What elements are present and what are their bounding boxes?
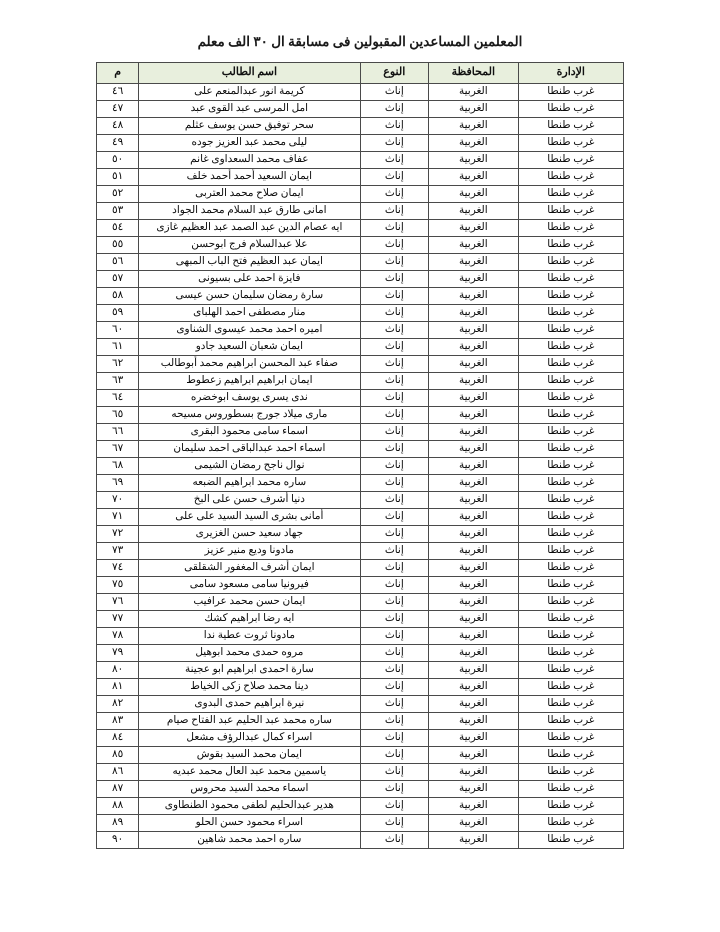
cell-idara: غرب طنطا bbox=[518, 679, 623, 696]
cell-name: دنيا أشرف حسن على البخ bbox=[139, 492, 360, 509]
cell-muhafaza: الغربية bbox=[429, 662, 519, 679]
cell-number: ٥٠ bbox=[97, 152, 139, 169]
cell-name: اسماء احمد عبدالباقى احمد سليمان bbox=[139, 441, 360, 458]
cell-noa: إناث bbox=[360, 832, 429, 849]
cell-name: ليلى محمد عبد العزيز جوده bbox=[139, 135, 360, 152]
cell-muhafaza: الغربية bbox=[429, 645, 519, 662]
cell-muhafaza: الغربية bbox=[429, 696, 519, 713]
table-header-row bbox=[97, 63, 624, 84]
cell-number: ٨٢ bbox=[97, 696, 139, 713]
cell-noa: إناث bbox=[360, 747, 429, 764]
cell-idara: غرب طنطا bbox=[518, 356, 623, 373]
table-row bbox=[97, 747, 624, 764]
cell-noa: إناث bbox=[360, 679, 429, 696]
cell-noa: إناث bbox=[360, 764, 429, 781]
cell-noa: إناث bbox=[360, 84, 429, 101]
column-header-noa: النوع bbox=[360, 63, 429, 84]
cell-muhafaza: الغربية bbox=[429, 322, 519, 339]
cell-name: ايمان محمد السيد بقوش bbox=[139, 747, 360, 764]
cell-name: اسماء سامى محمود البقرى bbox=[139, 424, 360, 441]
column-header-muhafaza: المحافظة bbox=[429, 63, 519, 84]
cell-muhafaza: الغربية bbox=[429, 815, 519, 832]
cell-name: علا عبدالسلام فرج ابوحسن bbox=[139, 237, 360, 254]
table-row bbox=[97, 696, 624, 713]
table-row bbox=[97, 220, 624, 237]
table-row bbox=[97, 322, 624, 339]
table-row bbox=[97, 815, 624, 832]
cell-muhafaza: الغربية bbox=[429, 356, 519, 373]
cell-idara: غرب طنطا bbox=[518, 220, 623, 237]
table-row bbox=[97, 441, 624, 458]
cell-number: ٧٩ bbox=[97, 645, 139, 662]
cell-idara: غرب طنطا bbox=[518, 696, 623, 713]
cell-number: ٥٩ bbox=[97, 305, 139, 322]
cell-idara: غرب طنطا bbox=[518, 832, 623, 849]
cell-number: ٨٨ bbox=[97, 798, 139, 815]
cell-muhafaza: الغربية bbox=[429, 747, 519, 764]
cell-idara: غرب طنطا bbox=[518, 254, 623, 271]
cell-noa: إناث bbox=[360, 815, 429, 832]
table-row bbox=[97, 543, 624, 560]
cell-muhafaza: الغربية bbox=[429, 764, 519, 781]
cell-number: ٦٩ bbox=[97, 475, 139, 492]
table-row bbox=[97, 356, 624, 373]
cell-noa: إناث bbox=[360, 186, 429, 203]
cell-name: ايه رضا ابراهيم كشك bbox=[139, 611, 360, 628]
cell-number: ٦٤ bbox=[97, 390, 139, 407]
cell-idara: غرب طنطا bbox=[518, 169, 623, 186]
cell-name: مارى ميلاد جورج بسطوروس مسيحه bbox=[139, 407, 360, 424]
cell-number: ٥٨ bbox=[97, 288, 139, 305]
cell-name: هدير عبدالحليم لطفى محمود الطنطاوى bbox=[139, 798, 360, 815]
cell-name: فيرونيا سامى مسعود سامى bbox=[139, 577, 360, 594]
cell-number: ٧٢ bbox=[97, 526, 139, 543]
cell-muhafaza: الغربية bbox=[429, 628, 519, 645]
table-row bbox=[97, 781, 624, 798]
table-body bbox=[97, 84, 624, 849]
cell-muhafaza: الغربية bbox=[429, 186, 519, 203]
cell-name: ندى يسرى يوسف ابوخضره bbox=[139, 390, 360, 407]
cell-number: ٥٢ bbox=[97, 186, 139, 203]
cell-name: ايمان السعيد أحمد أحمد خلف bbox=[139, 169, 360, 186]
cell-name: ساره محمد عبد الحليم عبد الفتاح صيام bbox=[139, 713, 360, 730]
cell-muhafaza: الغربية bbox=[429, 424, 519, 441]
cell-noa: إناث bbox=[360, 560, 429, 577]
cell-noa: إناث bbox=[360, 526, 429, 543]
table-row bbox=[97, 832, 624, 849]
cell-idara: غرب طنطا bbox=[518, 458, 623, 475]
cell-number: ٨٧ bbox=[97, 781, 139, 798]
cell-idara: غرب طنطا bbox=[518, 322, 623, 339]
cell-name: اميره احمد محمد عيسوى الشناوى bbox=[139, 322, 360, 339]
cell-number: ٧٤ bbox=[97, 560, 139, 577]
table-row bbox=[97, 339, 624, 356]
cell-noa: إناث bbox=[360, 101, 429, 118]
cell-idara: غرب طنطا bbox=[518, 798, 623, 815]
cell-muhafaza: الغربية bbox=[429, 492, 519, 509]
table-container bbox=[0, 62, 720, 849]
cell-name: فايزة احمد على بسيونى bbox=[139, 271, 360, 288]
table-row bbox=[97, 713, 624, 730]
cell-name: امل المرسى عبد القوى عبد bbox=[139, 101, 360, 118]
cell-number: ٥٧ bbox=[97, 271, 139, 288]
table-row bbox=[97, 373, 624, 390]
cell-muhafaza: الغربية bbox=[429, 220, 519, 237]
cell-noa: إناث bbox=[360, 339, 429, 356]
cell-muhafaza: الغربية bbox=[429, 390, 519, 407]
table-row bbox=[97, 84, 624, 101]
table-row bbox=[97, 679, 624, 696]
cell-idara: غرب طنطا bbox=[518, 781, 623, 798]
cell-name: ساره احمد محمد شاهين bbox=[139, 832, 360, 849]
cell-muhafaza: الغربية bbox=[429, 679, 519, 696]
table-row bbox=[97, 407, 624, 424]
cell-muhafaza: الغربية bbox=[429, 288, 519, 305]
cell-number: ٨٣ bbox=[97, 713, 139, 730]
cell-idara: غرب طنطا bbox=[518, 713, 623, 730]
cell-idara: غرب طنطا bbox=[518, 747, 623, 764]
cell-number: ٥١ bbox=[97, 169, 139, 186]
table-row bbox=[97, 475, 624, 492]
cell-idara: غرب طنطا bbox=[518, 509, 623, 526]
table-row bbox=[97, 645, 624, 662]
cell-muhafaza: الغربية bbox=[429, 730, 519, 747]
cell-muhafaza: الغربية bbox=[429, 305, 519, 322]
cell-idara: غرب طنطا bbox=[518, 305, 623, 322]
cell-idara: غرب طنطا bbox=[518, 611, 623, 628]
cell-noa: إناث bbox=[360, 356, 429, 373]
cell-number: ٧٣ bbox=[97, 543, 139, 560]
cell-muhafaza: الغربية bbox=[429, 407, 519, 424]
table-row bbox=[97, 288, 624, 305]
table-row bbox=[97, 458, 624, 475]
cell-muhafaza: الغربية bbox=[429, 152, 519, 169]
cell-number: ٦١ bbox=[97, 339, 139, 356]
table-row bbox=[97, 305, 624, 322]
cell-number: ٤٩ bbox=[97, 135, 139, 152]
cell-idara: غرب طنطا bbox=[518, 764, 623, 781]
cell-noa: إناث bbox=[360, 135, 429, 152]
table-row bbox=[97, 101, 624, 118]
cell-noa: إناث bbox=[360, 577, 429, 594]
table-row bbox=[97, 203, 624, 220]
cell-noa: إناث bbox=[360, 611, 429, 628]
table-row bbox=[97, 798, 624, 815]
cell-muhafaza: الغربية bbox=[429, 475, 519, 492]
cell-idara: غرب طنطا bbox=[518, 84, 623, 101]
cell-number: ٨١ bbox=[97, 679, 139, 696]
table-row bbox=[97, 577, 624, 594]
cell-name: اسماء محمد السيد محروس bbox=[139, 781, 360, 798]
cell-muhafaza: الغربية bbox=[429, 798, 519, 815]
cell-idara: غرب طنطا bbox=[518, 577, 623, 594]
table-row bbox=[97, 611, 624, 628]
cell-noa: إناث bbox=[360, 373, 429, 390]
cell-muhafaza: الغربية bbox=[429, 577, 519, 594]
cell-muhafaza: الغربية bbox=[429, 781, 519, 798]
cell-number: ٧٨ bbox=[97, 628, 139, 645]
accepted-teachers-table bbox=[96, 62, 624, 849]
cell-muhafaza: الغربية bbox=[429, 594, 519, 611]
cell-idara: غرب طنطا bbox=[518, 815, 623, 832]
cell-number: ٥٤ bbox=[97, 220, 139, 237]
cell-muhafaza: الغربية bbox=[429, 560, 519, 577]
cell-name: منار مصطفى احمد الهلباى bbox=[139, 305, 360, 322]
cell-name: ساره محمد ابراهيم الضبعه bbox=[139, 475, 360, 492]
cell-idara: غرب طنطا bbox=[518, 186, 623, 203]
cell-muhafaza: الغربية bbox=[429, 543, 519, 560]
cell-muhafaza: الغربية bbox=[429, 373, 519, 390]
cell-name: اسراء كمال عبدالرؤف مشعل bbox=[139, 730, 360, 747]
cell-number: ٦٠ bbox=[97, 322, 139, 339]
table-row bbox=[97, 152, 624, 169]
cell-name: ايمان عبد العظيم فتح الباب المبهى bbox=[139, 254, 360, 271]
cell-noa: إناث bbox=[360, 713, 429, 730]
cell-muhafaza: الغربية bbox=[429, 441, 519, 458]
cell-idara: غرب طنطا bbox=[518, 424, 623, 441]
cell-muhafaza: الغربية bbox=[429, 203, 519, 220]
cell-idara: غرب طنطا bbox=[518, 101, 623, 118]
table-row bbox=[97, 424, 624, 441]
cell-noa: إناث bbox=[360, 288, 429, 305]
cell-muhafaza: الغربية bbox=[429, 237, 519, 254]
cell-noa: إناث bbox=[360, 662, 429, 679]
cell-noa: إناث bbox=[360, 424, 429, 441]
cell-noa: إناث bbox=[360, 237, 429, 254]
cell-idara: غرب طنطا bbox=[518, 118, 623, 135]
cell-noa: إناث bbox=[360, 169, 429, 186]
cell-muhafaza: الغربية bbox=[429, 458, 519, 475]
cell-noa: إناث bbox=[360, 798, 429, 815]
cell-muhafaza: الغربية bbox=[429, 339, 519, 356]
cell-number: ٨٩ bbox=[97, 815, 139, 832]
cell-noa: إناث bbox=[360, 254, 429, 271]
cell-name: امانى طارق عبد السلام محمد الجواد bbox=[139, 203, 360, 220]
cell-idara: غرب طنطا bbox=[518, 594, 623, 611]
cell-noa: إناث bbox=[360, 730, 429, 747]
cell-name: ايمان صلاح محمد العتربى bbox=[139, 186, 360, 203]
cell-idara: غرب طنطا bbox=[518, 475, 623, 492]
table-row bbox=[97, 594, 624, 611]
cell-idara: غرب طنطا bbox=[518, 203, 623, 220]
cell-name: كريمة انور عبدالمنعم على bbox=[139, 84, 360, 101]
cell-idara: غرب طنطا bbox=[518, 492, 623, 509]
table-row bbox=[97, 254, 624, 271]
cell-muhafaza: الغربية bbox=[429, 271, 519, 288]
table-row bbox=[97, 169, 624, 186]
table-row bbox=[97, 560, 624, 577]
cell-idara: غرب طنطا bbox=[518, 373, 623, 390]
cell-number: ٥٣ bbox=[97, 203, 139, 220]
cell-noa: إناث bbox=[360, 390, 429, 407]
cell-noa: إناث bbox=[360, 322, 429, 339]
cell-noa: إناث bbox=[360, 543, 429, 560]
cell-idara: غرب طنطا bbox=[518, 339, 623, 356]
cell-name: سحر توفيق حسن يوسف عثلم bbox=[139, 118, 360, 135]
cell-noa: إناث bbox=[360, 645, 429, 662]
table-row bbox=[97, 509, 624, 526]
cell-number: ٨٤ bbox=[97, 730, 139, 747]
cell-name: نوال ناجح رمضان الشيمى bbox=[139, 458, 360, 475]
table-row bbox=[97, 764, 624, 781]
cell-number: ٤٦ bbox=[97, 84, 139, 101]
cell-number: ٩٠ bbox=[97, 832, 139, 849]
cell-idara: غرب طنطا bbox=[518, 441, 623, 458]
cell-idara: غرب طنطا bbox=[518, 730, 623, 747]
cell-muhafaza: الغربية bbox=[429, 169, 519, 186]
cell-number: ٦٥ bbox=[97, 407, 139, 424]
cell-number: ٥٦ bbox=[97, 254, 139, 271]
cell-noa: إناث bbox=[360, 152, 429, 169]
table-row bbox=[97, 118, 624, 135]
cell-number: ٦٦ bbox=[97, 424, 139, 441]
cell-number: ٧٧ bbox=[97, 611, 139, 628]
cell-name: سارة احمدى ابراهيم ابو عجينة bbox=[139, 662, 360, 679]
cell-name: جهاد سعيد حسن الغزيرى bbox=[139, 526, 360, 543]
cell-idara: غرب طنطا bbox=[518, 288, 623, 305]
cell-idara: غرب طنطا bbox=[518, 152, 623, 169]
cell-number: ٨٥ bbox=[97, 747, 139, 764]
cell-name: ايه عصام الدين عبد الصمد عبد العظيم غازى bbox=[139, 220, 360, 237]
cell-number: ٤٧ bbox=[97, 101, 139, 118]
cell-muhafaza: الغربية bbox=[429, 254, 519, 271]
cell-name: ياسمين محمد عبد العال محمد عبديه bbox=[139, 764, 360, 781]
cell-idara: غرب طنطا bbox=[518, 390, 623, 407]
cell-name: نيرة ابراهيم حمدى البدوى bbox=[139, 696, 360, 713]
cell-number: ٨٦ bbox=[97, 764, 139, 781]
cell-muhafaza: الغربية bbox=[429, 118, 519, 135]
cell-name: ايمان أشرف المغفور الشقلقى bbox=[139, 560, 360, 577]
cell-number: ٧٥ bbox=[97, 577, 139, 594]
cell-muhafaza: الغربية bbox=[429, 509, 519, 526]
cell-number: ٦٣ bbox=[97, 373, 139, 390]
cell-muhafaza: الغربية bbox=[429, 135, 519, 152]
cell-muhafaza: الغربية bbox=[429, 832, 519, 849]
cell-noa: إناث bbox=[360, 305, 429, 322]
cell-noa: إناث bbox=[360, 594, 429, 611]
cell-number: ٨٠ bbox=[97, 662, 139, 679]
cell-noa: إناث bbox=[360, 271, 429, 288]
cell-name: ايمان ابراهيم ابراهيم زعطوط bbox=[139, 373, 360, 390]
cell-noa: إناث bbox=[360, 441, 429, 458]
table-row bbox=[97, 186, 624, 203]
cell-idara: غرب طنطا bbox=[518, 645, 623, 662]
cell-number: ٦٢ bbox=[97, 356, 139, 373]
table-row bbox=[97, 390, 624, 407]
cell-idara: غرب طنطا bbox=[518, 543, 623, 560]
cell-muhafaza: الغربية bbox=[429, 526, 519, 543]
table-row bbox=[97, 237, 624, 254]
cell-number: ٤٨ bbox=[97, 118, 139, 135]
cell-number: ٦٧ bbox=[97, 441, 139, 458]
column-header-name: اسم الطالب bbox=[139, 63, 360, 84]
cell-noa: إناث bbox=[360, 696, 429, 713]
cell-idara: غرب طنطا bbox=[518, 662, 623, 679]
cell-noa: إناث bbox=[360, 628, 429, 645]
cell-idara: غرب طنطا bbox=[518, 560, 623, 577]
cell-idara: غرب طنطا bbox=[518, 135, 623, 152]
cell-name: مادونا وديع منير عزيز bbox=[139, 543, 360, 560]
cell-idara: غرب طنطا bbox=[518, 271, 623, 288]
cell-noa: إناث bbox=[360, 203, 429, 220]
cell-name: سارة رمضان سليمان حسن عيسى bbox=[139, 288, 360, 305]
cell-noa: إناث bbox=[360, 475, 429, 492]
table-row bbox=[97, 526, 624, 543]
cell-noa: إناث bbox=[360, 407, 429, 424]
cell-idara: غرب طنطا bbox=[518, 526, 623, 543]
cell-name: دينا محمد صلاح زكى الخياط bbox=[139, 679, 360, 696]
cell-noa: إناث bbox=[360, 492, 429, 509]
table-row bbox=[97, 662, 624, 679]
column-header-idara: الإدارة bbox=[518, 63, 623, 84]
cell-name: أمانى بشرى السيد السيد على على bbox=[139, 509, 360, 526]
cell-muhafaza: الغربية bbox=[429, 101, 519, 118]
cell-idara: غرب طنطا bbox=[518, 628, 623, 645]
cell-name: صفاء عبد المحسن ابراهيم محمد أبوطالب bbox=[139, 356, 360, 373]
cell-idara: غرب طنطا bbox=[518, 407, 623, 424]
cell-noa: إناث bbox=[360, 509, 429, 526]
table-row bbox=[97, 271, 624, 288]
cell-name: ايمان شعبان السعيد جادو bbox=[139, 339, 360, 356]
cell-muhafaza: الغربية bbox=[429, 713, 519, 730]
cell-name: ايمان حسن محمد عرافيب bbox=[139, 594, 360, 611]
cell-number: ٧٦ bbox=[97, 594, 139, 611]
table-header bbox=[97, 63, 624, 84]
column-header-number: م bbox=[97, 63, 139, 84]
cell-name: مادونا ثروت عطية ندا bbox=[139, 628, 360, 645]
table-row bbox=[97, 492, 624, 509]
cell-number: ٥٥ bbox=[97, 237, 139, 254]
cell-number: ٧٠ bbox=[97, 492, 139, 509]
cell-muhafaza: الغربية bbox=[429, 84, 519, 101]
cell-name: عفاف محمد السعداوى غانم bbox=[139, 152, 360, 169]
cell-idara: غرب طنطا bbox=[518, 237, 623, 254]
cell-muhafaza: الغربية bbox=[429, 611, 519, 628]
cell-name: مروه حمدى محمد ابوهيل bbox=[139, 645, 360, 662]
table-row bbox=[97, 628, 624, 645]
page-title: المعلمين المساعدين المقبولين فى مسابقة ال ٣٠ الف معلم bbox=[197, 34, 523, 49]
cell-number: ٦٨ bbox=[97, 458, 139, 475]
cell-name: اسراء محمود حسن الحلو bbox=[139, 815, 360, 832]
table-row bbox=[97, 135, 624, 152]
cell-noa: إناث bbox=[360, 458, 429, 475]
cell-number: ٧١ bbox=[97, 509, 139, 526]
table-row bbox=[97, 730, 624, 747]
cell-noa: إناث bbox=[360, 118, 429, 135]
cell-noa: إناث bbox=[360, 220, 429, 237]
cell-noa: إناث bbox=[360, 781, 429, 798]
